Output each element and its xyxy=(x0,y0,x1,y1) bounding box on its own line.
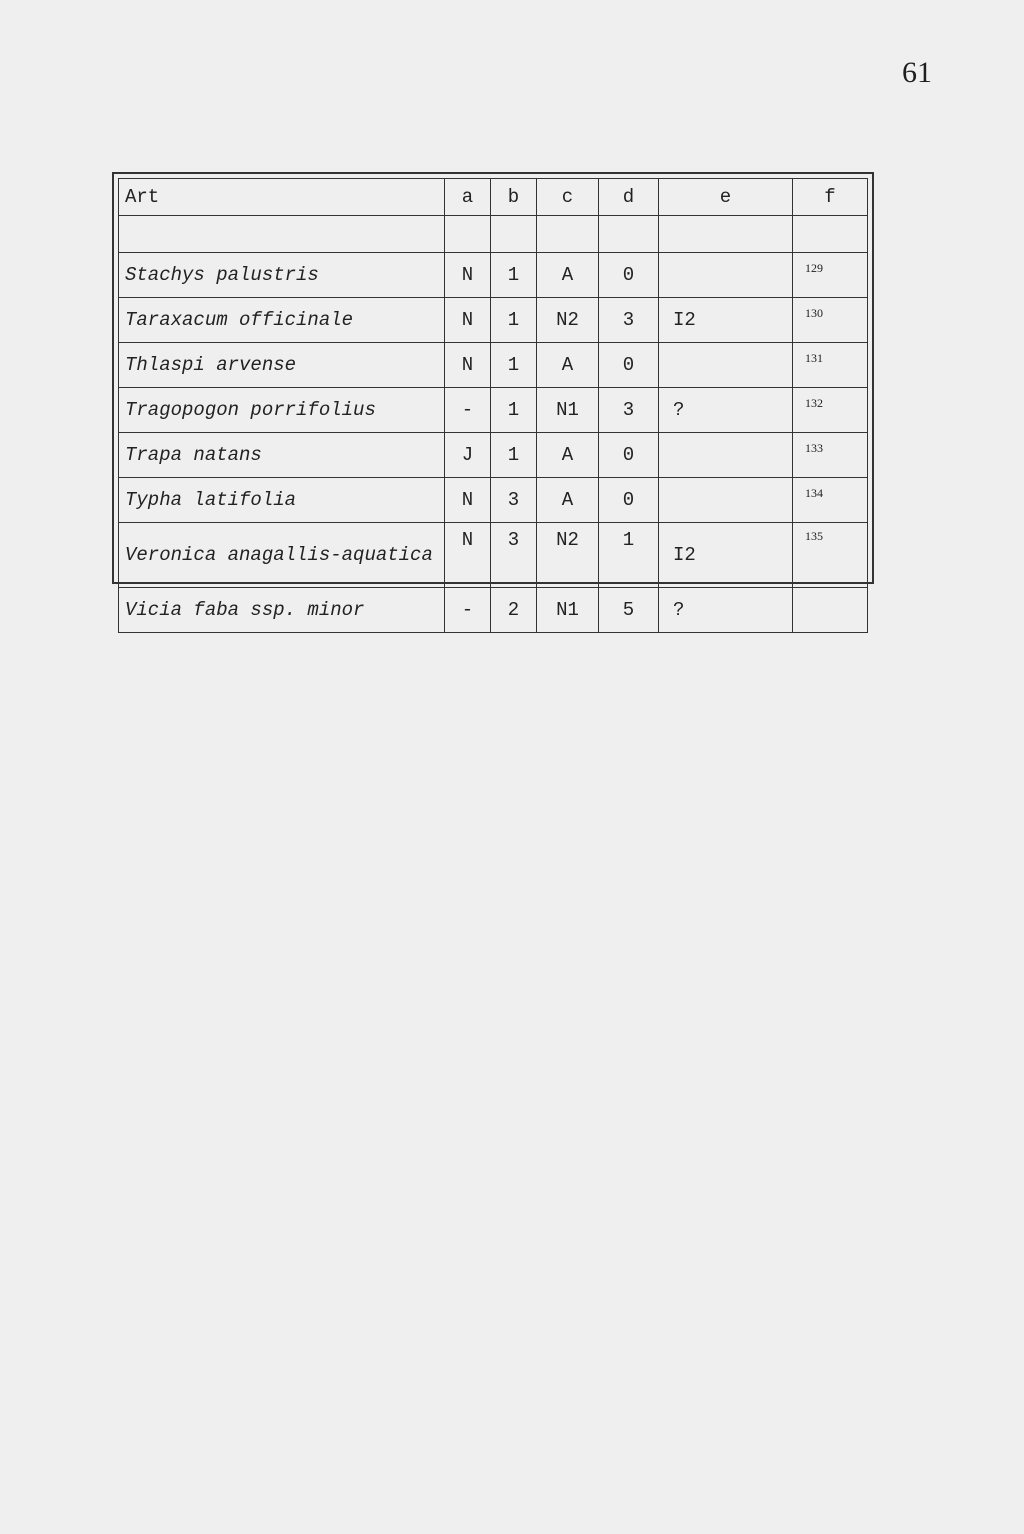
cell-a: - xyxy=(445,588,491,633)
cell-f: 129 xyxy=(793,253,868,298)
cell-a: N xyxy=(445,343,491,388)
cell-c: A xyxy=(537,343,599,388)
cell-b: 1 xyxy=(491,388,537,433)
header-d: d xyxy=(599,179,659,216)
header-a: a xyxy=(445,179,491,216)
cell-f xyxy=(793,588,868,633)
cell-f: 133 xyxy=(793,433,868,478)
table-row xyxy=(119,343,868,388)
species-name: Thlaspi arvense xyxy=(119,343,445,388)
cell-a: N xyxy=(445,253,491,298)
cell-c: N1 xyxy=(537,588,599,633)
cell-c: A xyxy=(537,478,599,523)
spacer-cell xyxy=(491,216,537,253)
table-row xyxy=(119,253,868,298)
species-table xyxy=(118,178,868,633)
cell-e: ? xyxy=(659,388,793,433)
species-table-frame xyxy=(112,172,874,621)
cell-a: N xyxy=(445,478,491,523)
cell-a: N xyxy=(445,523,491,588)
species-name: Taraxacum officinale xyxy=(119,298,445,343)
cell-b: 1 xyxy=(491,298,537,343)
cell-b: 3 xyxy=(491,478,537,523)
cell-b: 2 xyxy=(491,588,537,633)
cell-f: 130 xyxy=(793,298,868,343)
cell-e: ? xyxy=(659,588,793,633)
cell-e: I2 xyxy=(659,298,793,343)
species-name: Trapa natans xyxy=(119,433,445,478)
cell-d: 0 xyxy=(599,343,659,388)
spacer-cell xyxy=(599,216,659,253)
species-name: Vicia faba ssp. minor xyxy=(119,588,445,633)
table-row xyxy=(119,588,868,633)
cell-d: 3 xyxy=(599,388,659,433)
cell-e: I2 xyxy=(659,523,793,588)
cell-d: 0 xyxy=(599,433,659,478)
cell-f: 132 xyxy=(793,388,868,433)
species-name: Stachys palustris xyxy=(119,253,445,298)
cell-b: 1 xyxy=(491,253,537,298)
cell-a: - xyxy=(445,388,491,433)
cell-f: 134 xyxy=(793,478,868,523)
cell-e xyxy=(659,433,793,478)
spacer-cell xyxy=(445,216,491,253)
table-row xyxy=(119,298,868,343)
cell-b: 1 xyxy=(491,343,537,388)
cell-f: 131 xyxy=(793,343,868,388)
cell-e xyxy=(659,253,793,298)
cell-c: A xyxy=(537,433,599,478)
spacer-cell xyxy=(537,216,599,253)
cell-d: 0 xyxy=(599,253,659,298)
cell-c: N2 xyxy=(537,523,599,588)
cell-a: J xyxy=(445,433,491,478)
species-name: Veronica anagallis-aquatica xyxy=(119,523,445,588)
cell-a: N xyxy=(445,298,491,343)
table-row xyxy=(119,388,868,433)
header-e: e xyxy=(659,179,793,216)
cell-b: 3 xyxy=(491,523,537,588)
table-row xyxy=(119,433,868,478)
spacer-cell xyxy=(659,216,793,253)
cell-d: 0 xyxy=(599,478,659,523)
species-name: Typha latifolia xyxy=(119,478,445,523)
cell-c: A xyxy=(537,253,599,298)
cell-d: 3 xyxy=(599,298,659,343)
header-art: Art xyxy=(119,179,445,216)
table-row xyxy=(119,478,868,523)
page-number: 61 xyxy=(902,56,932,89)
header-f: f xyxy=(793,179,868,216)
cell-e xyxy=(659,478,793,523)
header-c: c xyxy=(537,179,599,216)
cell-c: N1 xyxy=(537,388,599,433)
table-header-row xyxy=(119,179,868,216)
table-row xyxy=(119,523,868,588)
cell-d: 1 xyxy=(599,523,659,588)
cell-f: 135 xyxy=(793,523,868,588)
header-b: b xyxy=(491,179,537,216)
cell-c: N2 xyxy=(537,298,599,343)
cell-d: 5 xyxy=(599,588,659,633)
table-spacer-row xyxy=(119,216,868,253)
spacer-cell xyxy=(119,216,445,253)
cell-b: 1 xyxy=(491,433,537,478)
cell-e xyxy=(659,343,793,388)
spacer-cell xyxy=(793,216,868,253)
species-name: Tragopogon porrifolius xyxy=(119,388,445,433)
